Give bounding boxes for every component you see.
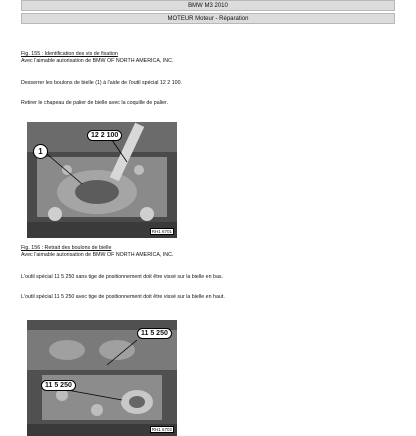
fig155-callout-1: 1 — [33, 144, 48, 159]
fig156-courtesy: Avec l'aimable autorisation de BMW OF NORTH AMERICA, INC. — [21, 252, 174, 258]
fig156-photo — [27, 320, 177, 436]
fig155-tool-label: 12 2 100 — [87, 130, 122, 141]
fig156-tool-label-top: 11 5 250 — [137, 328, 172, 339]
fig155-photo — [27, 122, 177, 238]
fig156-instruction-2: L'outil spécial 11 5 250 avec tige de positionnement doit être vissé sur la bielle en haut. — [21, 294, 225, 300]
fig155-instruction-2: Retirer le chapeau de palier de bielle avec la coquille de palier. — [21, 100, 168, 106]
header-subtitle: MOTEUR Moteur - Réparation — [21, 13, 395, 24]
fig156-caption: Fig. 156 : Retrait des boulons de bielle — [21, 245, 112, 251]
fig156-ref: RH1 6702 — [151, 427, 172, 432]
fig155-ref: RH1 6701 — [151, 229, 172, 234]
fig156-tool-label-bottom: 11 5 250 — [41, 380, 76, 391]
fig155-caption: Fig. 155 : Identification des vis de fixation — [21, 51, 118, 57]
fig155-instruction-1: Desserrer les boulons de bielle (1) à l'aide de l'outil spécial 12 2 100. — [21, 80, 183, 86]
fig156-instruction-1: L'outil spécial 11 5 250 sans tige de positionnement doit être vissé sur la bielle en bas. — [21, 274, 224, 280]
header-title: BMW M3 2010 — [21, 0, 395, 11]
fig155-courtesy: Avec l'aimable autorisation de BMW OF NORTH AMERICA, INC. — [21, 58, 174, 64]
